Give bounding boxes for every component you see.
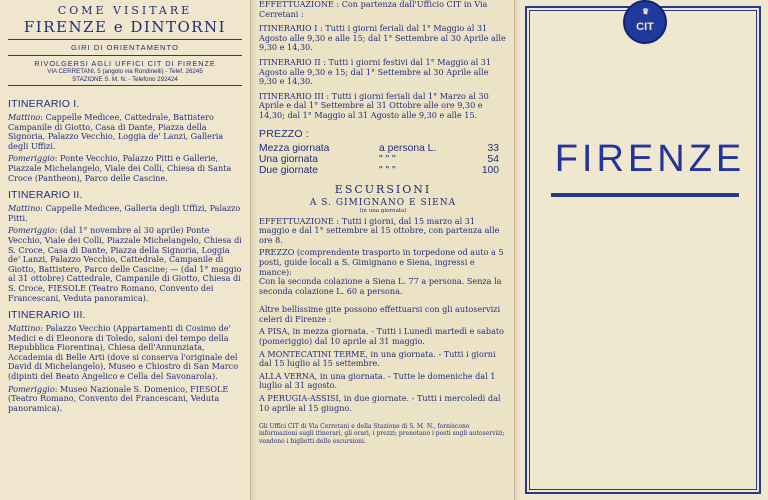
effettuazione-excursion: EFFETTUAZIONE : Tutti i giorni, dal 15 marzo al 31 maggio e dal 1° settembre al 15 ottobre, con partenza alle ore 8.: [259, 215, 500, 245]
price-row: [259, 165, 507, 176]
divider: [8, 85, 242, 86]
afternoon-text: : Ponte Vecchio, Palazzo Pitti e Gallerie, Piazzale Michelangelo, Viale dei Colli, Chiesa di Santa Croce (Pantheon), Parco delle Cascine.: [8, 153, 232, 183]
itinerary-2-schedule: ITINERARIO II : Tutti i giorni festivi dal 1° Maggio al 31 Agosto alle 9,30 e 15; dal 1° Settembre al 30 Aprile alle 9,30 e 14,30.: [259, 56, 492, 87]
address-line: VIA CERRETANI, 5 (angolo via Rondinelli) - Telef. 26245: [47, 68, 203, 75]
itinerary-3-afternoon: [8, 385, 242, 414]
price-value: 54: [487, 153, 499, 165]
escursioni-note: (in una giornata): [359, 207, 407, 214]
itinerary-3-morning: [8, 324, 242, 382]
itinerary-1-schedule: ITINERARIO I : Tutti i giorni feriali dal 1° Maggio al 31 Agosto alle 9,30 e alle 15; dal 1° Settembre al 30 Aprile alle 9,30 e 14,30.: [259, 23, 506, 53]
altre-gite: Altre bellissime gite possono effettuarsi con gli autoservizi celeri di Firenze :: [259, 304, 501, 324]
itinerary-1-morning: [8, 113, 242, 151]
itinerary-1-title: ITINERARIO I.: [8, 98, 80, 110]
middle-panel: [250, 0, 514, 500]
cover-title: FIRENZE: [554, 138, 746, 180]
price-unit: " " ": [379, 153, 396, 165]
prezzo-excursion-detail: Con la seconda colazione a Siena L. 77 a persona. Senza la seconda colazione L. 60 a persona.: [259, 276, 502, 296]
morning-text: : Palazzo Vecchio (Appartamenti di Cosimo de' Medici e di Eleonora di Toledo, saloni del tempo della Repubblica Fiorentina), Chiesa dell'Annunziata, Accademia di Belle Arti (dove si conserva l'originale del David di Michelangelo), Museo e Chiostro di San Marco (dipinti del Beato Angelico e Cella del Savonarola).: [8, 323, 239, 382]
giri-heading: GIRI DI ORIENTAMENTO: [71, 43, 179, 52]
afternoon-label: Pomeriggio: [8, 153, 55, 164]
morning-label: Mattino: [8, 323, 41, 334]
fold-shadow: [515, 0, 521, 500]
main-title: FIRENZE e DINTORNI: [23, 18, 227, 36]
itinerary-2-title: ITINERARIO II.: [8, 189, 83, 202]
price-label: Una giornata: [259, 153, 318, 165]
afternoon-text: : (dal 1° novembre al 30 aprile) Ponte Vecchio, Viale dei Colli, Piazzale Michelangelo, Chiesa di S. Croce, Casa di Dante, Piazza della Signoria, Loggia de' Lanzi, Palazzo Vecchio, Cattedrale, Campanile di Giotto, Battistero, Parco delle Cascine; — (dal 1° maggio al 31 ottobre) Cattedrale, Campanile di Giotto, Chiesa di S. Croce, FIESOLE (Teatro Romano, Convento dei Francescani, Veduta panoramica).: [8, 225, 242, 303]
station-line: STAZIONE S. M. N. - Telefono 292424: [72, 76, 178, 83]
price-unit: a persona L.: [379, 142, 437, 154]
afternoon-label: Pomeriggio: [8, 225, 55, 236]
left-panel: [0, 0, 250, 500]
divider: [8, 55, 242, 56]
price-label: Due giornate: [259, 164, 318, 176]
morning-label: Mattino: [8, 203, 41, 214]
itinerary-3-schedule: ITINERARIO III : Tutti i giorni feriali dal 1° Marzo al 30 Aprile e dal 1° Settembre al 31 Ottobre alle ore 9,30 e 14,30; dal 1° Maggio al 31 Agosto alle 9,30 e alle 15.: [259, 90, 489, 120]
come-visitare-heading: COME VISITARE: [57, 4, 193, 17]
logo-text: CIT: [636, 21, 654, 33]
gita-verna: ALLA VERNA, in una giornata. - Tutte le domeniche dal 1 luglio al 31 agosto.: [259, 370, 496, 391]
morning-label: Mattino: [8, 112, 41, 122]
price-unit: " " ": [379, 164, 396, 176]
escursioni-subheading: A S. GIMIGNANO E SIENA: [309, 197, 457, 208]
fold-shadow: [251, 0, 257, 500]
cit-logo: [623, 0, 667, 44]
footnote: Gli Uffici CIT di Via Cerretani e della Stazione di S. M. N., forniscono informazioni sugli itinerari, gli orari, i prezzi; prenotano i posti sugli autoservizi; vendono i biglietti delle escursioni.: [259, 423, 505, 445]
morning-text: : Cappelle Medicee, Galleria degli Uffizi, Palazzo Pitti.: [8, 203, 241, 223]
gita-montecatini: A MONTECATINI TERME, in una giornata. - Tutti i giorni dal 15 luglio al 15 settembre.: [259, 348, 496, 369]
prezzo-heading: PREZZO :: [259, 127, 310, 140]
price-value: 33: [487, 142, 499, 154]
cover-frame-inner: [529, 10, 757, 490]
itinerary-3-title: ITINERARIO III.: [8, 309, 86, 322]
price-row: [259, 154, 507, 165]
crown-icon: ♛: [642, 7, 650, 16]
cover-underline: [551, 193, 739, 197]
cover-panel: [514, 0, 768, 500]
prezzo-excursion: PREZZO (comprendente trasporto in torpedone od auto a 5 posti, guide locali a S. Gimignano e Siena, ingressi e mance):: [259, 247, 504, 277]
gita-perugia: A PERUGIA-ASSISI, in due giornate. - Tutti i mercoledì dal 10 aprile al 15 giugno.: [259, 393, 501, 413]
price-label: Mezza giornata: [259, 142, 330, 154]
itinerary-1-afternoon: [8, 154, 242, 183]
left-panel-content: [8, 4, 242, 413]
afternoon-text: : Museo Nazionale S. Domenico, FIESOLE (Teatro Romano, Convento dei Francescani, Veduta panoramica).: [8, 383, 229, 413]
itinerary-2-afternoon: [8, 226, 242, 303]
rivolgersi-line: RIVOLGERSI AGLI UFFICI CIT DI FIRENZE: [34, 59, 216, 68]
morning-text: : Cappelle Medicee, Cattedrale, Battistero Campanile di Giotto, Casa di Dante, Piazza della Signoria, Palazzo Vecchio, Loggia de' Lanzi, Galleria degli Uffizi.: [8, 112, 224, 151]
price-value: 100: [481, 164, 499, 176]
itinerary-2-morning: [8, 204, 242, 223]
gita-pisa: A PISA, in mezza giornata. - Tutti i Lunedì martedì e sabato (pomeriggio) dal 10 aprile al 31 maggio.: [259, 326, 505, 347]
divider: [8, 39, 242, 40]
effettuazione-line: EFFETTUAZIONE : Con partenza dall'Ufficio CIT in Via Cerretani :: [259, 0, 488, 19]
price-row: [259, 143, 507, 154]
escursioni-heading: ESCURSIONI: [334, 182, 432, 196]
middle-panel-content: [259, 0, 507, 445]
afternoon-label: Pomeriggio: [8, 383, 55, 394]
